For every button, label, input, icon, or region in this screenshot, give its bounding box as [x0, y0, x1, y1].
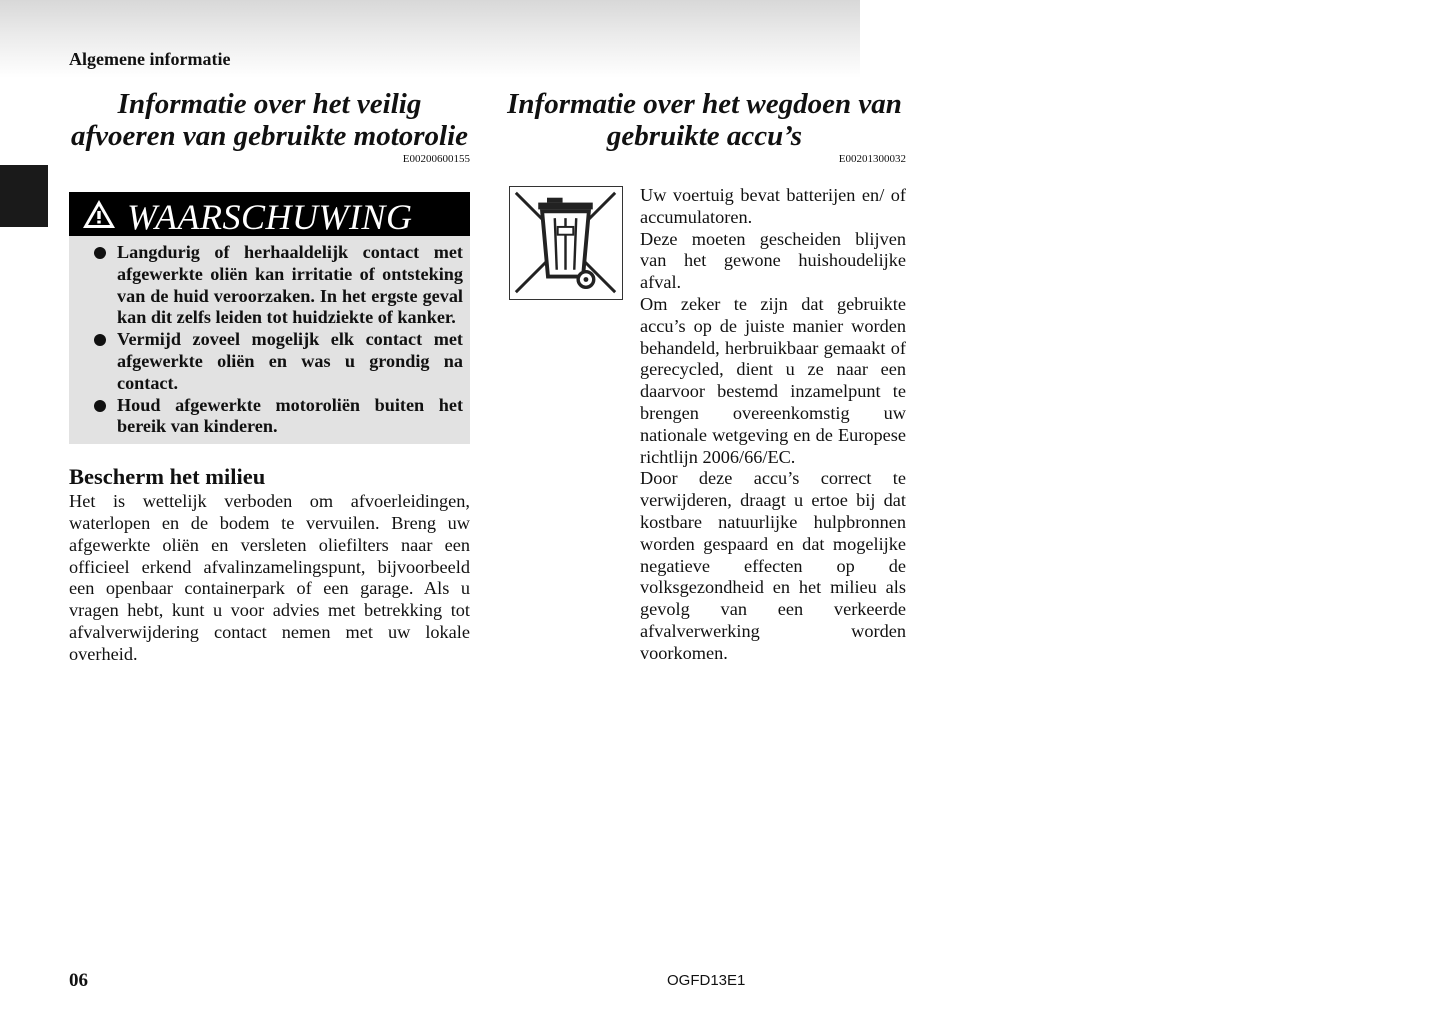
paragraph: Om zeker te zijn dat gebruikte accu’s op de juiste manier worden behandeld, herbruikbaar gemaakt of gerecycled, dient u ze naar een daarvoor bestemd inzamelpunt te brengen overeenkomstig uw nationale wetgeving en de Europese richtlijn 2006/66/EC.	[640, 293, 906, 467]
left-title-line2: afvoeren van gebruikte motorolie	[70, 120, 469, 152]
warning-item: Langdurig of herhaaldelijk contact met afgewerkte oliën kan irritatie of ontsteking van de huid veroorzaken. In het ergste geval kan dit zelfs leiden tot huidziekte of kanker.	[91, 242, 463, 329]
warning-triangle-icon	[81, 198, 117, 230]
document-code: OGFD13E1	[667, 972, 746, 989]
chapter-tab	[0, 165, 48, 227]
left-title	[69, 88, 470, 152]
section-label: Algemene informatie	[69, 49, 231, 69]
warning-item: Vermijd zoveel mogelijk elk contact met afgewerkte oliën en was u grondig na contact.	[91, 329, 463, 394]
paragraph: Uw voertuig bevat batterijen en/ of accumulatoren.	[640, 185, 906, 227]
battery-disposal-text	[640, 185, 906, 665]
warning-title: WAARSCHUWING	[127, 197, 413, 237]
warning-list	[69, 236, 470, 438]
paragraph: Door deze accu’s correct te verwijderen, draagt u ertoe bij dat kostbare natuurlijke hulpbronnen worden gespaard en dat mogelijke negatieve effecten op de volksgezondheid en het milieu als gevolg van een verkeerde afvalverwerking worden voorkomen.	[640, 468, 906, 663]
bullet-icon	[94, 400, 106, 412]
right-title-line2: gebruikte accu’s	[606, 120, 803, 152]
right-section-code: E00201300032	[838, 153, 906, 165]
warning-header	[69, 192, 470, 236]
crossed-out-wheelie-bin-icon	[510, 187, 621, 298]
right-column	[503, 88, 906, 663]
warning-item: Houd afgewerkte motoroliën buiten het bereik van kinderen.	[91, 395, 463, 439]
left-section-code: E00200600155	[402, 153, 470, 165]
left-column	[69, 88, 470, 666]
crossed-bin-icon-box	[509, 186, 623, 300]
bullet-icon	[94, 247, 106, 259]
left-title-line1: Informatie over het veilig	[117, 88, 422, 120]
page-number: 06	[69, 970, 88, 991]
environment-text: Het is wettelijk verboden om afvoerleidingen, waterlopen en de bodem te vervuilen. Breng uw afgewerkte oliën en versleten oliefilters naar een officieel erkend afvalinzamelingspunt, bijvoorbeeld een openbaar containerpark of een garage. Als u vragen hebt, kunt u voor advies met betrekking tot afvalverwijdering contact nemen met uw lokale overheid.	[69, 491, 470, 664]
paragraph: Deze moeten gescheiden blijven van het gewone huishoudelijke afval.	[640, 228, 906, 293]
bullet-icon	[94, 334, 106, 346]
right-title	[503, 88, 906, 152]
environment-heading: Bescherm het milieu	[69, 464, 266, 490]
warning-box	[69, 192, 470, 444]
right-title-line1: Informatie over het wegdoen van	[507, 88, 902, 120]
